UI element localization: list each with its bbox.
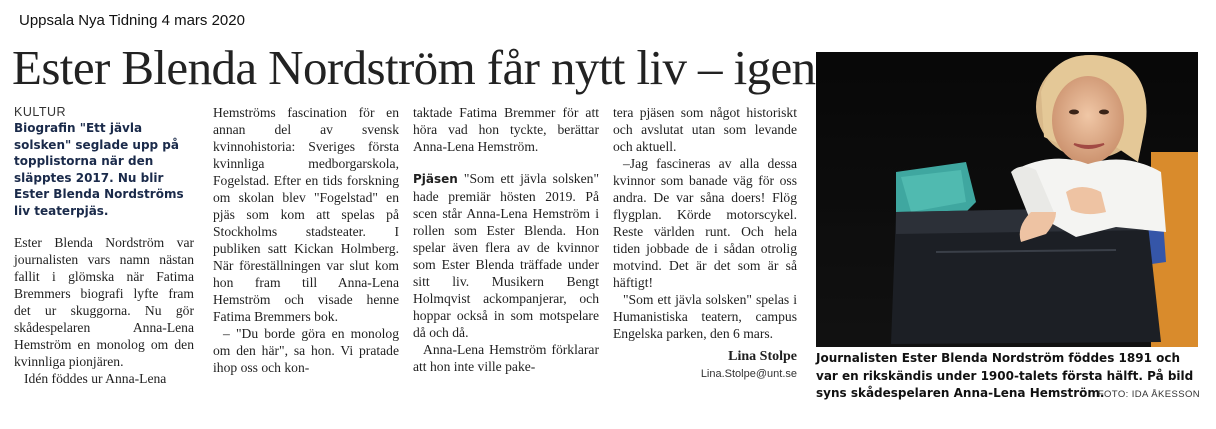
article-column-3 xyxy=(413,104,599,375)
article-column-1 xyxy=(14,104,194,387)
newspaper-source-line: Uppsala Nya Tidning 4 mars 2020 xyxy=(19,12,245,29)
article-ingress: Biografin "Ett jävla solsken" seglade upp på topplistorna när den släpptes 2017. Nu blir Ester Blenda Nordströms liv teaterpjäs. xyxy=(14,121,184,218)
body-paragraph: Anna-Lena Hemström förklarar att hon inte ville pake- xyxy=(413,342,599,374)
article-column-2 xyxy=(213,104,399,376)
body-paragraph: Hemströms fascination för en annan del av svensk kvinnohistoria: Sveriges första kvinnliga medborgarskola, Fogelstad. Efter en tids forskning om skolan blev "Fogelstad" en pjäs som kom att spelas på Stockholms stadsteater. I publiken satt Kickan Holmberg. När föreställningen var slut kom hon fram till Anna-Lena Hemström och visade henne Fatima Bremmers bok. xyxy=(213,105,399,324)
body-paragraph: tera pjäsen som något historiskt och avslutat utan som levande och aktuell. xyxy=(613,105,797,154)
body-paragraph: – "Du borde göra en monolog om den här", sa hon. Vi pratade ihop oss och kon- xyxy=(213,326,399,375)
body-paragraph: Ester Blenda Nordström var journalisten vars namn nästan fallit i glömska när Fatima Bremmers biografi lyfte fram det ur skuggorna. Nu gör skådespelaren Anna-Lena Hemström en monolog om den kvinnliga pionjären. xyxy=(14,235,194,369)
article-photo xyxy=(816,52,1198,347)
body-paragraph: –Jag fascineras av alla dessa kvinnor som banade väg för oss andra. De var såna doers! Flög flygplan. Körde motorscykel. Reste världen runt. Och hela tiden jobbade de i sådan otrolig motvind. Det är det som är så häftigt! xyxy=(613,156,797,290)
body-text: "Som ett jävla solsken" hade premiär hösten 2019. På scen står Anna-Lena Hemström i rollen som Ester Blenda. Hon spelar även flera av de kvinnor som Ester Blenda träffade under sitt liv. Musikern Bengt Holmqvist ackompanjerar, och hoppar också in som motspelare då och då. xyxy=(413,171,599,340)
author-byline: Lina Stolpe xyxy=(728,349,797,364)
article-column-4 xyxy=(613,104,797,382)
body-paragraph: taktade Fatima Bremmer för att höra vad hon tyckte, berättar Anna-Lena Hemström. xyxy=(413,105,599,154)
run-in-heading: Pjäsen xyxy=(413,172,458,186)
section-kicker: KULTUR xyxy=(14,105,67,119)
photo-caption: Journalisten Ester Blenda Nordström föddes 1891 och var en rikskändis under 1900-talets första hälft. På bild syns skådespelaren Anna-Lena Hemström. xyxy=(816,351,1194,400)
article-headline: Ester Blenda Nordström får nytt liv – igen xyxy=(12,40,816,95)
author-email: Lina.Stolpe@unt.se xyxy=(700,368,797,380)
stage-photo-illustration xyxy=(816,52,1198,347)
photo-credit: FOTO: IDA ÅKESSON xyxy=(1097,389,1200,400)
body-paragraph: Idén föddes ur Anna-Lena xyxy=(24,371,167,386)
body-paragraph: "Som ett jävla solsken" spelas i Humanistiska teatern, campus Engelska parken, den 6 mars. xyxy=(613,292,797,341)
body-paragraph xyxy=(413,170,599,341)
